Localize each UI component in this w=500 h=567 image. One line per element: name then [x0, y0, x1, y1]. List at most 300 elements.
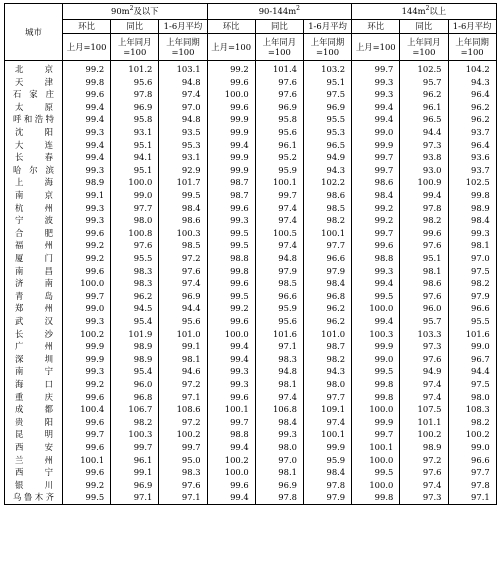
index-value-cell: 97.1: [255, 340, 303, 353]
index-value-cell: 99.4: [207, 491, 255, 504]
index-value-cell: 99.4: [207, 353, 255, 366]
index-value-cell: 94.8: [255, 365, 303, 378]
city-cell: 广州: [5, 340, 63, 353]
index-value-cell: 102.5: [448, 176, 496, 189]
table-header: [5, 4, 497, 61]
index-value-cell: 97.4: [303, 416, 351, 429]
index-value-cell: 99.4: [352, 113, 400, 126]
index-value-cell: 99.6: [207, 479, 255, 492]
index-value-cell: 98.5: [255, 277, 303, 290]
index-value-cell: 96.9: [255, 101, 303, 114]
index-value-cell: 95.9: [255, 164, 303, 177]
city-cell: 武汉: [5, 315, 63, 328]
index-value-cell: 97.4: [255, 202, 303, 215]
index-value-cell: 94.4: [448, 365, 496, 378]
index-value-cell: 99.7: [352, 164, 400, 177]
index-value-cell: 99.3: [63, 315, 111, 328]
city-cell: 宁波: [5, 214, 63, 227]
index-value-cell: 96.2: [303, 302, 351, 315]
index-value-cell: 99.3: [63, 365, 111, 378]
index-value-cell: 99.4: [352, 315, 400, 328]
index-value-cell: 98.4: [352, 189, 400, 202]
index-value-cell: 92.9: [159, 164, 207, 177]
index-value-cell: 100.9: [400, 176, 448, 189]
index-value-cell: 98.9: [400, 441, 448, 454]
table-row: [5, 428, 497, 441]
index-value-cell: 100.1: [255, 176, 303, 189]
index-value-cell: 99.3: [207, 214, 255, 227]
index-value-cell: 98.6: [303, 189, 351, 202]
index-value-cell: 99.5: [63, 491, 111, 504]
index-value-cell: 99.8: [352, 491, 400, 504]
table-body: [5, 61, 497, 505]
index-value-cell: 100.0: [207, 327, 255, 340]
table-row: [5, 88, 497, 101]
city-cell: 成都: [5, 403, 63, 416]
index-value-cell: 99.9: [352, 139, 400, 152]
index-value-cell: 99.6: [400, 227, 448, 240]
index-value-cell: 93.1: [159, 151, 207, 164]
index-value-cell: 99.0: [111, 189, 159, 202]
index-value-cell: 99.2: [63, 252, 111, 265]
index-value-cell: 96.9: [255, 479, 303, 492]
table-row: [5, 139, 497, 152]
table-row: [5, 227, 497, 240]
index-value-cell: 100.1: [207, 403, 255, 416]
index-value-cell: 99.8: [352, 378, 400, 391]
index-value-cell: 94.3: [303, 164, 351, 177]
index-value-cell: 98.4: [255, 416, 303, 429]
index-value-cell: 99.2: [63, 61, 111, 76]
group-header-medium: $90-144m^2$: [207, 4, 352, 20]
index-value-cell: 106.8: [255, 403, 303, 416]
table-row: [5, 378, 497, 391]
index-value-cell: 100.0: [207, 88, 255, 101]
index-value-cell: 99.5: [352, 466, 400, 479]
index-value-cell: 93.1: [111, 126, 159, 139]
index-value-cell: 98.7: [207, 176, 255, 189]
index-value-cell: 99.2: [63, 378, 111, 391]
index-value-cell: 99.1: [159, 340, 207, 353]
index-value-cell: 99.4: [63, 101, 111, 114]
index-value-cell: 98.4: [303, 277, 351, 290]
index-value-cell: 97.4: [255, 214, 303, 227]
city-cell: 杭州: [5, 202, 63, 215]
index-value-cell: 95.9: [255, 302, 303, 315]
index-value-cell: 94.5: [111, 302, 159, 315]
index-value-cell: 102.5: [400, 61, 448, 76]
index-value-cell: 99.6: [207, 202, 255, 215]
index-value-cell: 99.0: [352, 353, 400, 366]
group-header-large: $144m^2$以上: [352, 4, 497, 20]
base-header: 上年同月 =100: [111, 34, 159, 61]
index-value-cell: 98.9: [63, 176, 111, 189]
city-cell: 乌鲁木齐: [5, 491, 63, 504]
city-cell: 青岛: [5, 290, 63, 303]
index-value-cell: 97.7: [303, 390, 351, 403]
index-value-cell: 97.3: [400, 139, 448, 152]
index-value-cell: 96.6: [448, 453, 496, 466]
index-value-cell: 99.7: [63, 290, 111, 303]
sub-header: 环比: [352, 20, 400, 34]
index-value-cell: 97.6: [400, 466, 448, 479]
city-cell: 重庆: [5, 390, 63, 403]
table-row: [5, 466, 497, 479]
index-value-cell: 99.4: [63, 151, 111, 164]
index-value-cell: 98.7: [207, 189, 255, 202]
city-cell: 石家庄: [5, 88, 63, 101]
index-value-cell: 103.3: [400, 327, 448, 340]
city-cell: 兰州: [5, 453, 63, 466]
index-value-cell: 97.8: [303, 479, 351, 492]
city-cell: 厦门: [5, 252, 63, 265]
index-value-cell: 95.5: [303, 113, 351, 126]
index-value-cell: 99.6: [352, 239, 400, 252]
index-value-cell: 95.6: [255, 315, 303, 328]
index-value-cell: 96.8: [303, 290, 351, 303]
index-value-cell: 100.2: [207, 453, 255, 466]
city-cell: 天津: [5, 76, 63, 89]
index-value-cell: 99.7: [352, 61, 400, 76]
index-value-cell: 98.2: [400, 214, 448, 227]
table-row: [5, 113, 497, 126]
index-value-cell: 99.5: [159, 189, 207, 202]
index-value-cell: 97.2: [400, 453, 448, 466]
index-value-cell: 100.0: [352, 453, 400, 466]
index-value-cell: 99.0: [448, 441, 496, 454]
city-cell: 长春: [5, 151, 63, 164]
city-cell: 呼和浩特: [5, 113, 63, 126]
index-value-cell: 93.7: [448, 164, 496, 177]
index-value-cell: 98.1: [159, 353, 207, 366]
index-value-cell: 98.2: [448, 277, 496, 290]
index-value-cell: 101.6: [448, 327, 496, 340]
index-value-cell: 95.3: [159, 139, 207, 152]
index-value-cell: 94.8: [159, 76, 207, 89]
index-value-cell: 98.5: [303, 202, 351, 215]
index-value-cell: 100.0: [207, 466, 255, 479]
index-value-cell: 95.5: [111, 252, 159, 265]
index-value-cell: 96.6: [303, 252, 351, 265]
city-cell: 南昌: [5, 265, 63, 278]
city-cell: 西安: [5, 441, 63, 454]
index-value-cell: 97.4: [159, 88, 207, 101]
table-row: [5, 61, 497, 76]
index-value-cell: 95.6: [255, 126, 303, 139]
index-value-cell: 100.1: [352, 441, 400, 454]
index-value-cell: 96.5: [400, 113, 448, 126]
index-value-cell: 97.2: [159, 378, 207, 391]
index-value-cell: 97.8: [400, 202, 448, 215]
index-value-cell: 95.1: [400, 252, 448, 265]
index-value-cell: 97.4: [400, 378, 448, 391]
sub-header: 环比: [63, 20, 111, 34]
index-value-cell: 99.6: [207, 101, 255, 114]
city-cell: 银川: [5, 479, 63, 492]
base-header: 上月=100: [63, 34, 111, 61]
table-row: [5, 365, 497, 378]
index-value-cell: 98.3: [255, 353, 303, 366]
city-cell: 福州: [5, 239, 63, 252]
index-value-cell: 98.8: [207, 428, 255, 441]
base-header: 上年同期 =100: [159, 34, 207, 61]
table-row: [5, 101, 497, 114]
index-value-cell: 104.2: [448, 61, 496, 76]
index-value-cell: 96.0: [111, 378, 159, 391]
index-value-cell: 99.5: [207, 290, 255, 303]
index-value-cell: 100.5: [255, 227, 303, 240]
table-row: [5, 151, 497, 164]
table-row: [5, 277, 497, 290]
table-row: [5, 479, 497, 492]
index-value-cell: 99.9: [207, 126, 255, 139]
index-value-cell: 96.9: [111, 479, 159, 492]
index-value-cell: 96.9: [159, 290, 207, 303]
index-value-cell: 96.8: [111, 390, 159, 403]
index-value-cell: 100.1: [303, 227, 351, 240]
index-value-cell: 100.4: [63, 403, 111, 416]
index-value-cell: 99.2: [63, 239, 111, 252]
index-value-cell: 99.7: [111, 441, 159, 454]
index-value-cell: 95.4: [111, 365, 159, 378]
index-value-cell: 99.7: [207, 416, 255, 429]
base-header: 上年同月 =100: [255, 34, 303, 61]
index-value-cell: 95.5: [448, 315, 496, 328]
index-value-cell: 99.2: [207, 302, 255, 315]
index-value-cell: 97.6: [159, 479, 207, 492]
index-value-cell: 99.9: [303, 441, 351, 454]
index-value-cell: 97.0: [255, 453, 303, 466]
index-value-cell: 103.1: [159, 61, 207, 76]
index-value-cell: 98.6: [352, 176, 400, 189]
index-value-cell: 96.6: [255, 290, 303, 303]
index-value-cell: 95.1: [303, 76, 351, 89]
index-value-cell: 97.1: [448, 491, 496, 504]
index-value-cell: 99.3: [63, 214, 111, 227]
index-value-cell: 99.8: [63, 76, 111, 89]
index-value-cell: 97.9: [303, 491, 351, 504]
index-value-cell: 98.0: [255, 441, 303, 454]
index-value-cell: 98.5: [159, 239, 207, 252]
index-value-cell: 96.2: [448, 101, 496, 114]
index-value-cell: 107.5: [400, 403, 448, 416]
index-value-cell: 99.7: [352, 151, 400, 164]
index-value-cell: 94.3: [303, 365, 351, 378]
index-value-cell: 97.7: [303, 239, 351, 252]
index-value-cell: 96.5: [303, 139, 351, 152]
index-value-cell: 98.8: [352, 252, 400, 265]
city-cell: 南宁: [5, 365, 63, 378]
city-cell: 贵阳: [5, 416, 63, 429]
index-value-cell: 95.6: [111, 76, 159, 89]
index-value-cell: 96.2: [111, 290, 159, 303]
table-row: [5, 340, 497, 353]
index-value-cell: 99.3: [448, 227, 496, 240]
index-value-cell: 97.5: [303, 88, 351, 101]
index-value-cell: 100.2: [63, 327, 111, 340]
index-value-cell: 99.0: [352, 126, 400, 139]
index-value-cell: 99.3: [63, 164, 111, 177]
table-row: [5, 239, 497, 252]
index-value-cell: 99.9: [207, 164, 255, 177]
index-value-cell: 99.8: [352, 390, 400, 403]
index-value-cell: 99.7: [63, 428, 111, 441]
index-value-cell: 97.7: [111, 202, 159, 215]
city-cell: 郑州: [5, 302, 63, 315]
index-value-cell: 101.6: [255, 327, 303, 340]
group-header-small: $90m^2$及以下: [63, 4, 208, 20]
index-value-cell: 94.9: [303, 151, 351, 164]
index-value-cell: 99.3: [207, 378, 255, 391]
index-value-cell: 97.1: [111, 491, 159, 504]
index-value-cell: 95.7: [400, 76, 448, 89]
index-value-cell: 95.1: [111, 164, 159, 177]
table-row: [5, 290, 497, 303]
index-value-cell: 99.3: [352, 265, 400, 278]
table-row: [5, 403, 497, 416]
city-cell: 西宁: [5, 466, 63, 479]
index-value-cell: 94.9: [400, 365, 448, 378]
table-row: [5, 252, 497, 265]
index-value-cell: 100.1: [63, 453, 111, 466]
sub-header: 环比: [207, 20, 255, 34]
index-value-cell: 96.4: [448, 88, 496, 101]
city-cell: 太原: [5, 101, 63, 114]
table-row: [5, 315, 497, 328]
index-value-cell: 99.1: [111, 466, 159, 479]
index-value-cell: 101.0: [159, 327, 207, 340]
index-value-cell: 100.2: [400, 428, 448, 441]
index-value-cell: 99.4: [400, 189, 448, 202]
index-value-cell: 97.2: [159, 416, 207, 429]
index-value-cell: 99.9: [352, 340, 400, 353]
index-value-cell: 98.3: [159, 466, 207, 479]
index-value-cell: 99.6: [207, 76, 255, 89]
index-value-cell: 100.0: [63, 277, 111, 290]
index-value-cell: 100.1: [303, 428, 351, 441]
index-value-cell: 97.4: [255, 239, 303, 252]
index-value-cell: 102.2: [303, 176, 351, 189]
table-row: [5, 214, 497, 227]
city-cell: 深圳: [5, 353, 63, 366]
index-value-cell: 99.8: [448, 189, 496, 202]
index-value-cell: 101.9: [111, 327, 159, 340]
index-value-cell: 99.6: [63, 265, 111, 278]
index-value-cell: 96.2: [303, 315, 351, 328]
index-value-cell: 97.9: [448, 290, 496, 303]
index-value-cell: 97.6: [400, 239, 448, 252]
base-header: 上年同月 =100: [400, 34, 448, 61]
index-value-cell: 97.5: [448, 265, 496, 278]
city-cell: 济南: [5, 277, 63, 290]
index-value-cell: 99.3: [63, 126, 111, 139]
index-value-cell: 97.7: [448, 466, 496, 479]
index-value-cell: 97.2: [159, 252, 207, 265]
index-value-cell: 100.0: [352, 479, 400, 492]
base-header: 上年同期 =100: [303, 34, 351, 61]
sub-header: 同比: [111, 20, 159, 34]
index-value-cell: 98.3: [111, 265, 159, 278]
index-value-cell: 99.3: [255, 428, 303, 441]
index-value-cell: 98.0: [111, 214, 159, 227]
base-header: 上月=100: [207, 34, 255, 61]
index-value-cell: 97.0: [448, 252, 496, 265]
index-value-cell: 94.8: [255, 252, 303, 265]
index-value-cell: 99.0: [63, 302, 111, 315]
index-value-cell: 101.2: [111, 61, 159, 76]
index-value-cell: 101.4: [255, 61, 303, 76]
index-value-cell: 98.0: [448, 390, 496, 403]
index-value-cell: 93.5: [159, 126, 207, 139]
index-value-cell: 97.1: [159, 390, 207, 403]
city-cell: 长沙: [5, 327, 63, 340]
city-column-header: 城市: [5, 4, 63, 61]
index-value-cell: 97.5: [448, 378, 496, 391]
index-value-cell: 93.7: [448, 126, 496, 139]
index-value-cell: 98.1: [448, 239, 496, 252]
table-row: [5, 491, 497, 504]
index-value-cell: 97.4: [400, 390, 448, 403]
sub-header: 1-6月平均: [448, 20, 496, 34]
index-value-cell: 97.3: [400, 340, 448, 353]
index-value-cell: 99.6: [207, 315, 255, 328]
index-value-cell: 98.4: [159, 202, 207, 215]
index-value-cell: 98.1: [255, 378, 303, 391]
index-value-cell: 94.4: [159, 302, 207, 315]
index-value-cell: 99.4: [207, 441, 255, 454]
index-value-cell: 99.6: [207, 277, 255, 290]
index-value-cell: 98.6: [159, 214, 207, 227]
index-value-cell: 100.0: [352, 302, 400, 315]
index-value-cell: 97.4: [159, 277, 207, 290]
index-value-cell: 97.6: [400, 290, 448, 303]
index-value-cell: 100.0: [111, 176, 159, 189]
index-value-cell: 99.3: [352, 76, 400, 89]
index-value-cell: 93.6: [448, 151, 496, 164]
index-value-cell: 94.8: [159, 113, 207, 126]
index-value-cell: 97.4: [400, 479, 448, 492]
index-value-cell: 96.7: [448, 353, 496, 366]
index-value-cell: 94.1: [111, 151, 159, 164]
index-value-cell: 99.3: [63, 202, 111, 215]
index-value-cell: 99.7: [255, 189, 303, 202]
table-row: [5, 202, 497, 215]
index-value-cell: 97.9: [303, 265, 351, 278]
index-value-cell: 99.2: [63, 479, 111, 492]
index-value-cell: 101.7: [159, 176, 207, 189]
index-value-cell: 97.6: [255, 88, 303, 101]
index-value-cell: 98.4: [303, 466, 351, 479]
index-value-cell: 98.9: [111, 340, 159, 353]
index-value-cell: 93.0: [400, 164, 448, 177]
index-value-cell: 99.3: [207, 365, 255, 378]
city-cell: 上海: [5, 176, 63, 189]
index-value-cell: 95.1: [111, 139, 159, 152]
index-value-cell: 98.2: [303, 353, 351, 366]
index-value-cell: 98.9: [448, 202, 496, 215]
index-value-cell: 94.6: [159, 365, 207, 378]
index-value-cell: 100.0: [352, 403, 400, 416]
index-value-cell: 97.9: [255, 265, 303, 278]
sub-header: 1-6月平均: [303, 20, 351, 34]
base-header: 上月=100: [352, 34, 400, 61]
index-value-cell: 99.6: [63, 390, 111, 403]
index-value-cell: 95.2: [255, 151, 303, 164]
index-value-cell: 95.3: [303, 126, 351, 139]
index-value-cell: 98.7: [303, 340, 351, 353]
index-value-cell: 95.0: [159, 453, 207, 466]
index-value-cell: 108.6: [159, 403, 207, 416]
